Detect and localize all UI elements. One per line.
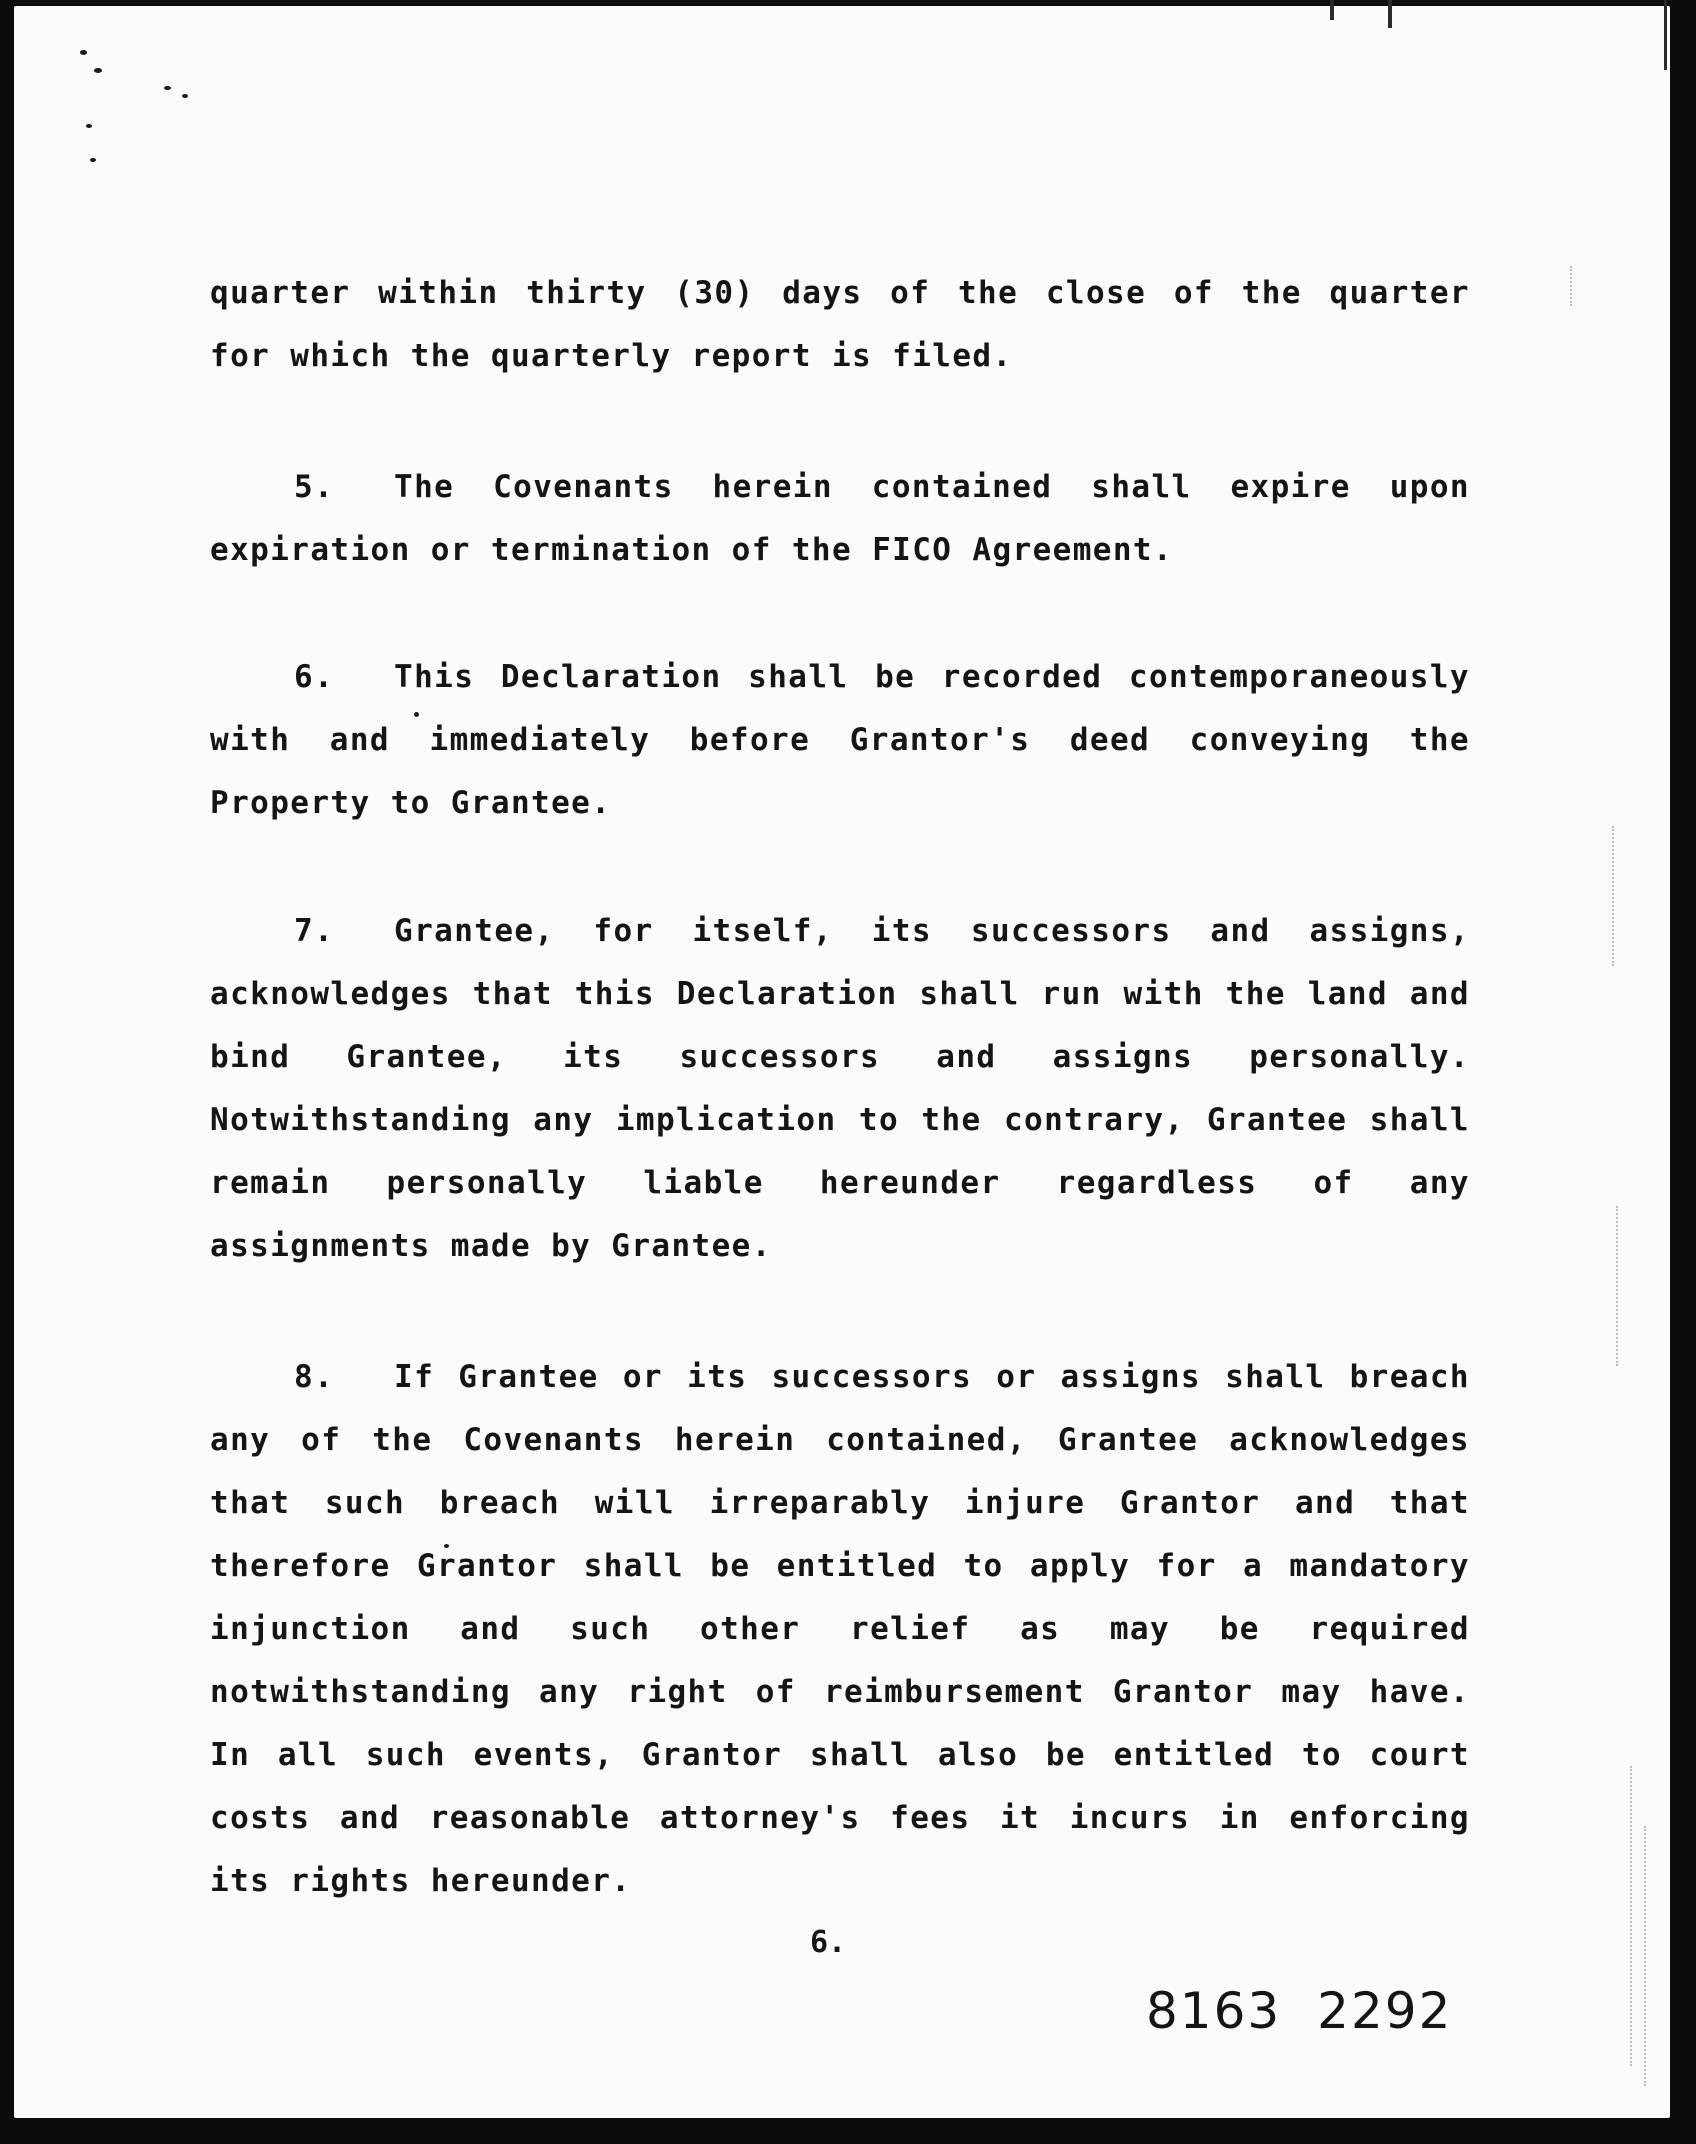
paragraph-7	[210, 900, 1470, 1278]
paragraph-8	[210, 1346, 1470, 1913]
scan-artifact-line	[1616, 1206, 1618, 1366]
paragraph-number: 6.	[294, 659, 335, 695]
scan-artifact-line	[1630, 1766, 1632, 2066]
continuation-paragraph	[210, 262, 1470, 388]
paragraph-number: 8.	[294, 1359, 335, 1395]
paragraph-text: This Declaration shall be recorded contemporaneously with and immediately before Grantor's deed conveying the Property to Grantee.	[210, 659, 1470, 821]
paragraph-number: 7.	[294, 913, 335, 949]
paragraph-text: The Covenants herein contained shall expire upon expiration or termination of the FICO Agreement.	[210, 469, 1470, 568]
continuation-text: quarter within thirty (30) days of the close of the quarter for which the quarterly report is filed.	[210, 275, 1470, 374]
paragraph-5	[210, 456, 1470, 582]
paragraph-6	[210, 646, 1470, 835]
paragraph-text: If Grantee or its successors or assigns shall breach any of the Covenants herein contained, Grantee acknowledges that such breach will irreparably injure Grantor and that therefore Grantor shall be entitled to apply for a mandatory injunction and such other relief as may be required notwithstanding any right of reimbursement Grantor may have. In all such events, Grantor shall also be entitled to court costs and reasonable attorney's fees it incurs in enforcing its rights hereunder.	[210, 1359, 1470, 1899]
scan-edge-mark	[1330, 0, 1334, 20]
scan-speck	[182, 94, 188, 98]
paragraph-text: Grantee, for itself, its successors and assigns, acknowledges that this Declaration shall run with the land and bind Grantee, its successors and assigns personally. Notwithstanding any implication to the contrary, Grantee shall remain personally liable hereunder regardless of any assignments made by Grantee.	[210, 913, 1470, 1264]
scan-artifact-line	[1570, 266, 1572, 306]
paragraph-number: 5.	[294, 469, 335, 505]
scan-edge-mark	[1388, 0, 1392, 28]
scan-speck	[90, 158, 96, 162]
scan-artifact-line	[1644, 1826, 1646, 2086]
scan-speck	[94, 68, 102, 73]
scan-speck	[164, 86, 171, 90]
scan-artifact-line	[1612, 826, 1614, 966]
page-number: 6.	[810, 1925, 847, 1960]
scan-speck	[80, 50, 87, 55]
document-code: 8163 2292	[1146, 1982, 1453, 2040]
scan-speck	[86, 124, 92, 128]
scan-edge-mark	[1664, 0, 1667, 70]
